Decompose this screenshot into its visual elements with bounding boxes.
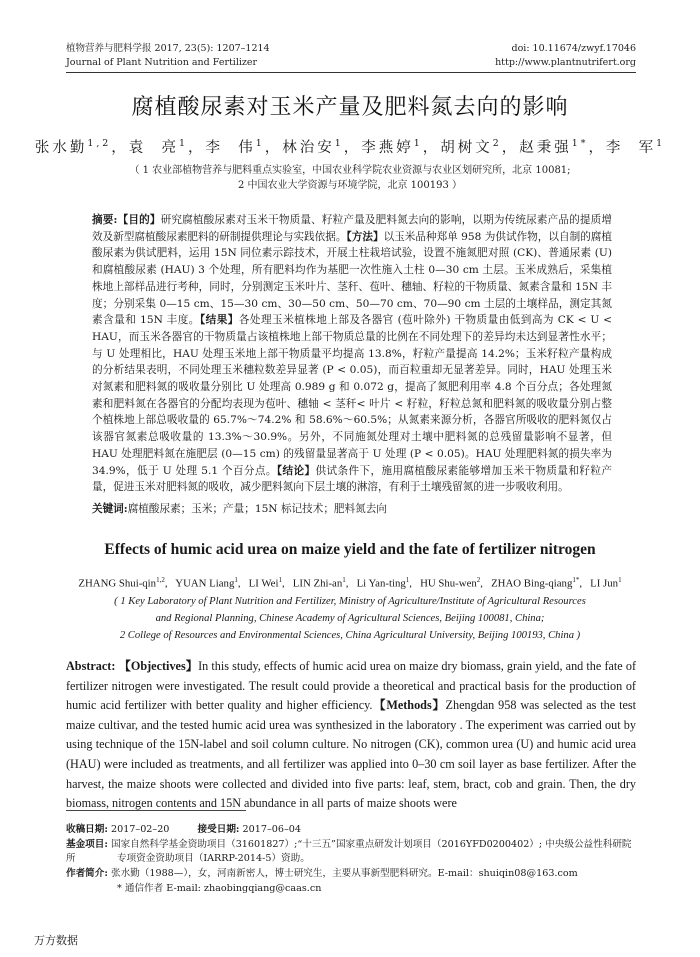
abstract-en-label: Abstract: — [66, 659, 116, 673]
affiliation-en-2: and Regional Planning, Chinese Academy of Agricultural Sciences, Beijing 100081, China; — [155, 613, 545, 624]
objectives-label-en: 【Objectives】 — [118, 659, 199, 673]
author-bio: 张水勤（1988—），女，河南新密人，博士研究生，主要从事新型肥料研究。E-mail：shuiqin08@163.com — [110, 868, 578, 879]
header-rule — [66, 72, 636, 73]
received-label: 收稿日期: — [66, 824, 108, 835]
objective-cn: 研究腐植酸尿素对玉米干物质量、籽粒产量及肥料氮去向的影响，以期为传统尿素产品的提质增效及新型腐植酸尿素肥料的研制提供理论与实践依据。 — [92, 214, 613, 243]
results-label-cn: 【结果】 — [199, 314, 239, 327]
abstract-cn-label: 摘要: — [92, 214, 118, 226]
affiliation-cn-1: （ 1 农业部植物营养与肥料重点实验室，中国农业科学院农业资源与农业区划研究所，北京 10081; — [129, 165, 571, 176]
funding-text-2: 专项资金资助项目（IARRP-2014-5）资助。 — [117, 853, 310, 864]
affiliation-en-3: 2 College of Resources and Environmental Sciences, China Agricultural University, Beijing 100193, China ) — [119, 630, 581, 641]
keywords-cn — [92, 501, 612, 517]
keywords-label-cn: 关键词: — [92, 503, 128, 515]
authors-en: ZHANG Shui-qin$^{1,2}$, YUAN Liang$^1$, LI Wei$^1$, LIN Zhi-$an^1$, Li Yan-ting$^1$, HU Shu-wen$^2$, ZHAO Bing-qiang$^{1*}$, LI Jun$^1$ — [78, 576, 622, 590]
accepted-label: 接受日期: — [197, 824, 240, 835]
author-bio-line — [66, 867, 636, 881]
funding-label: 基金项目: — [66, 839, 108, 850]
abstract-en — [66, 657, 636, 814]
corresponding-author: * 通信作者 E-mail: zhaobingqiang@caas.cn — [117, 883, 322, 894]
dates-line — [66, 823, 636, 837]
methods-en: Zhengdan 958 was selected as the test maize cultivar, and the tested humic acid urea was synthesized in the laboratory . The experiment was carried out by using technique of the 15N-label and soil column culture. No nitrogen (CK), common urea (U) and humic acid urea (HAU) were included as treatments, and all fertilizer was applied into 0–30 cm soil layer as base fertilizer. After the harvest, the maize shoots were collected and divided into five parts: leaf, stem, bract, cob and grain. Then, the dry biomass, nitrogen contents and 15N abundance in all parts of maize shoots were — [66, 698, 636, 811]
doi: doi: 10.11674/zwyf.17046 — [511, 43, 636, 54]
paper-title-cn: 腐植酸尿素对玉米产量及肥料氮去向的影响 — [131, 95, 569, 120]
keywords-text-cn: 腐植酸尿素；玉米；产量；15N 标记技术；肥料氮去向 — [127, 503, 387, 515]
affiliations-en — [0, 593, 700, 644]
objectives-en: In this study, effects of humic acid urea on maize dry biomass, grain yield, and the fate of fertilizer nitrogen were investigated. The result could provide a theoretical and practical basis for the production of humic acid fertilizer with better quality and higher efficiency. — [66, 659, 637, 713]
author-bio-label: 作者简介: — [66, 868, 108, 879]
funding-text-1: 国家自然科学基金资助项目（31601827）;“十三五”国家重点研发计划项目（2016YFD0200402）; 中央级公益性科研院所 — [66, 839, 632, 864]
results-cn: 各处理玉米植株地上部及各器官 (苞叶除外) 干物质量由低到高为 CK < U < HAU，而玉米各器官的干物质量占该植株地上部干物质总量的比例在不同处理下的差异均未达到显著性水平；与 U 处理相比，HAU 处理玉米地上部干物质量平均提高 13.8%，籽粒产量提高 14.2%；玉米籽粒产量构成的分析结果表明，不同处理玉米穗粒数差异显著 (P < 0.05)，而百粒重却无显著差异。同时，HAU 处理玉米对氮素和肥料氮的吸收量分别比 U 处理高 0.989 g 和 0.072 g，提高了氮肥利用率 4.8 个百分点；各处理氮素和肥料氮在各器官的分配均表现为苞叶、穗轴 < 茎秆< 叶片 < 籽粒，籽粒总氮和肥料氮的吸收量分别占整个植株地上部总吸收量的 65.7%～74.2% 和 58.6%～60.5%；从氮素来源分析，各器官所吸收的肥料氮仅占该器官氮素总吸收量的 13.3%～30.9%。另外，不同施氮处理对土壤中肥料氮的总残留量影响不显著，但 HAU 处理肥料氮在施肥层 (0—15 cm) 的残留量显著高于 U 处理 (P < 0.05)。HAU 处理肥料氮的损失率为 34.9%，低于 U 处理 5.1 个百分点。 — [92, 314, 613, 477]
methods-label-cn: 【方法】 — [346, 230, 384, 243]
affiliation-en-1: ( 1 Key Laboratory of Plant Nutrition and Fertilizer, Ministry of Agriculture/Institute of Agricultural Resources — [114, 596, 586, 607]
footnote-rule — [66, 810, 246, 811]
accepted-date: 2017–06–04 — [242, 824, 301, 835]
paper-title-en: Effects of humic acid urea on maize yield and the fate of fertilizer nitrogen — [104, 541, 596, 558]
wanfang-watermark: 万方数据 — [34, 934, 78, 947]
objective-label-cn: 【目的】 — [117, 214, 161, 226]
received-date: 2017–02–20 — [110, 824, 170, 835]
journal-url[interactable]: http://www.plantnutrifert.org — [495, 57, 636, 68]
methods-cn: 以玉米品种郑单 958 为供试作物，以自制的腐植酸尿素为供试肥料，运用 15N 同位素示踪技术，开展土柱栽培试验，设置不施氮肥对照 (CK)、普通尿素 (U) 和腐植酸尿素 (HAU) 3 个处理，所有肥料均作为基肥一次性施入土柱 0—30 cm 土层。玉米成熟后，采集植株地上部样品进行考种，同时，分别测定玉米叶片、茎秆、苞叶、穗轴、籽粒的干物质量、氮素含量和 15N 丰度；分别采集 0—15 cm、15—30 cm、30—50 cm、50—70 cm、70—90 cm 土层的土壤样品，测定其氮素含量和 15N 丰度。 — [92, 230, 613, 327]
journal-name-en: Journal of Plant Nutrition and Fertilizer — [66, 57, 258, 68]
authors-cn: 张水勤$^{1,2}$，袁 亮$^1$，李 伟$^1$，林治安$^1$，李燕婷$^1$，胡树文$^2$，赵秉强$^{1*}$，李 军$^1$ — [34, 138, 666, 156]
methods-label-en: 【Methods】 — [372, 698, 446, 713]
affiliation-cn-2: 2 中国农业大学资源与环境学院，北京 100193 ） — [237, 180, 463, 191]
journal-issue: 植物营养与肥料学报 2017, 23(5): 1207–1214 — [66, 43, 270, 54]
abstract-cn — [92, 212, 612, 496]
conclusions-cn: 供试条件下，施用腐植酸尿素能够增加玉米干物质量和籽粒产量，促进玉米对肥料氮的吸收，减少肥料氮向下层土壤的淋溶，有利于土壤残留氮的进一步吸收利用。 — [92, 464, 613, 494]
conclusions-label-cn: 【结论】 — [276, 464, 316, 477]
